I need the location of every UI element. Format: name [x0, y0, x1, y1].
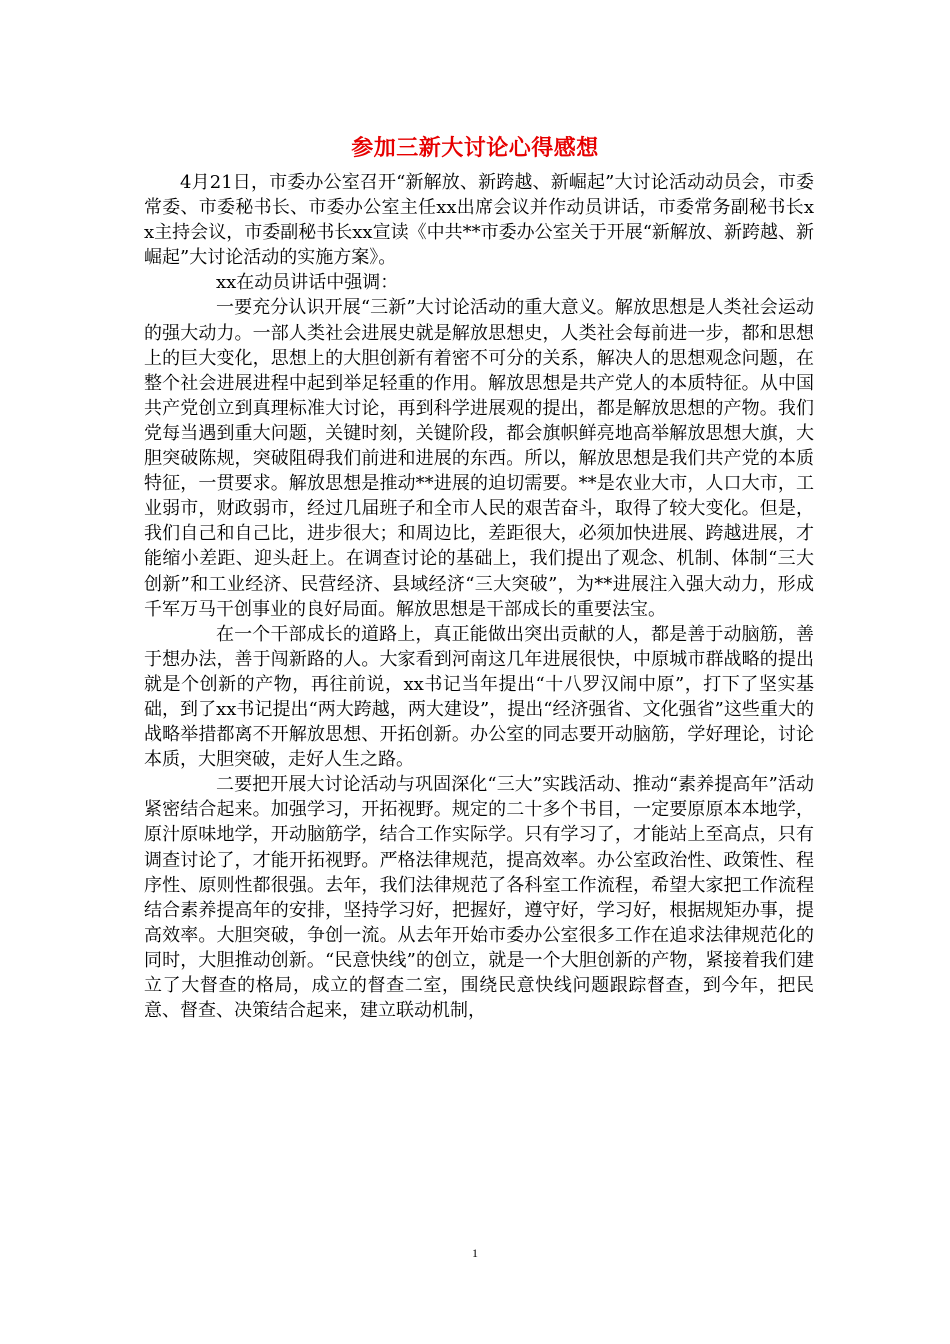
page-number: 1	[472, 1246, 478, 1260]
document-body	[144, 170, 814, 1023]
document-title: 参加三新大讨论心得感想	[351, 136, 599, 161]
paragraph-cadre-growth: 在一个干部成长的道路上，真正能做出突出贡献的人，都是善于动脑筋，善于想办法，善于闯新路的人。大家看到河南这几年进展很快，中原城市群战略的提出就是个创新的产物，再往前说，xx书记当年提出“十八罗汉闹中原”，打下了坚实基础，到了xx书记提出“两大跨越，两大建设”，提出“经济强省、文化强省”这些重大的战略举措都离不开解放思想、开拓创新。办公室的同志要开动脑筋，学好理论，讨论本质，大胆突破，走好人生之路。	[144, 623, 814, 771]
paragraph-point-two: 二要把开展大讨论活动与巩固深化“三大”实践活动、推动“素养提高年”活动紧密结合起来。加强学习，开拓视野。规定的二十多个书目，一定要原原本本地学，原汁原味地学，开动脑筋学，结合工作实际学。只有学习了，才能站上至高点，只有调查讨论了，才能开拓视野。严格法律规范，提高效率。办公室政治性、政策性、程序性、原则性都很强。去年，我们法律规范了各科室工作流程，希望大家把工作流程结合素养提高年的安排，坚持学习好，把握好，遵守好，学习好，根据规矩办事，提高效率。大胆突破，争创一流。从去年开始市委办公室很多工作在追求法律规范化的同时，大胆推动创新。“民意快线”的创立，就是一个大胆创新的产物，紧接着我们建立了大督查的格局，成立的督查二室，围绕民意快线问题跟踪督查，到今年，把民意、督查、决策结合起来，建立联动机制，	[144, 774, 814, 1022]
paragraph-point-one: 一要充分认识开展“三新”大讨论活动的重大意义。解放思想是人类社会运动的强大动力。一部人类社会进展史就是解放思想史，人类社会每前进一步，都和思想上的巨大变化，思想上的大胆创新有着密不可分的关系，解决人的思想观念问题，在整个社会进展进程中起到举足轻重的作用。解放思想是共产党人的本质特征。从中国共产党创立到真理标准大讨论，再到科学进展观的提出，都是解放思想的产物。我们党每当遇到重大问题，关键时刻，关键阶段，都会旗帜鲜亮地高举解放思想大旗，大胆突破陈规，突破阻碍我们前进和进展的东西。所以，解放思想是我们共产党的本质特征，一贯要求。解放思想是推动**进展的迫切需要。**是农业大市，人口大市，工业弱市，财政弱市，经过几届班子和全市人民的艰苦奋斗，取得了较大变化。但是，我们自己和自己比，进步很大；和周边比，差距很大，必须加快进展、跨越进展，才能缩小差距、迎头赶上。在调查讨论的基础上，我们提出了观念、机制、体制“三大创新”和工业经济、民营经济、县域经济“三大突破”，为**进展注入强大动力，形成千军万马干创事业的良好局面。解放思想是干部成长的重要法宝。	[144, 297, 814, 620]
paragraph-meeting-intro: 4月21日，市委办公室召开“新解放、新跨越、新崛起”大讨论活动动员会，市委常委、市委秘书长、市委办公室主任xx出席会议并作动员讲话，市委常务副秘书长xx主持会议，市委副秘书长xx宣读《中共**市委办公室关于开展“新解放、新跨越、新崛起”大讨论活动的实施方案》。	[144, 172, 814, 269]
paragraph-speech-lead: xx在动员讲话中强调：	[216, 272, 399, 294]
